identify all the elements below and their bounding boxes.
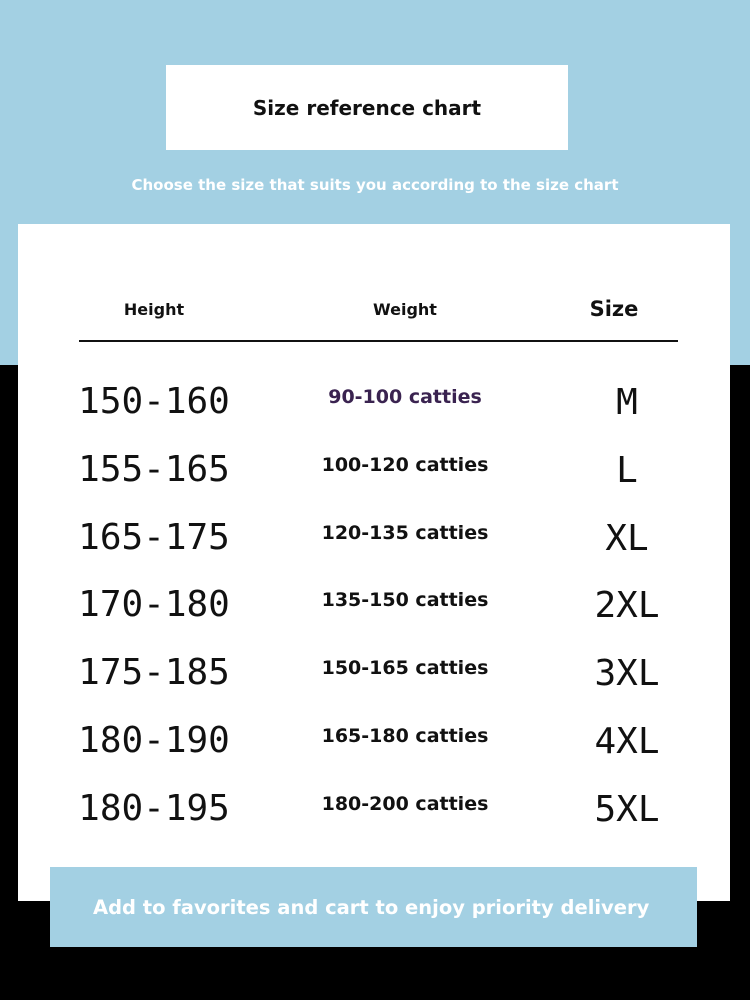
size-table-card bbox=[18, 224, 730, 901]
title-banner bbox=[166, 65, 568, 150]
page-title: Size reference chart bbox=[252, 95, 482, 120]
table-row bbox=[18, 508, 730, 568]
height-cell: 170-180 bbox=[78, 584, 230, 625]
size-cell: 3XL bbox=[594, 653, 660, 694]
table-row bbox=[18, 440, 730, 500]
height-cell: 155-165 bbox=[78, 449, 230, 490]
weight-cell: 150-165 catties bbox=[321, 657, 489, 679]
height-cell: 165-175 bbox=[78, 517, 230, 558]
table-row bbox=[18, 711, 730, 771]
weight-cell: 90-100 catties bbox=[328, 386, 482, 408]
size-cell: 5XL bbox=[594, 789, 660, 830]
height-cell: 180-190 bbox=[78, 720, 230, 761]
height-cell: 180-195 bbox=[78, 788, 230, 829]
table-row bbox=[18, 372, 730, 432]
table-row bbox=[18, 643, 730, 703]
footer-text: Add to favorites and cart to enjoy priority delivery bbox=[93, 895, 650, 919]
header-height: Height bbox=[123, 300, 185, 319]
subtitle: Choose the size that suits you according to the size chart bbox=[131, 176, 619, 194]
size-cell: 4XL bbox=[594, 721, 660, 762]
table-header bbox=[18, 224, 730, 342]
weight-cell: 120-135 catties bbox=[321, 522, 489, 544]
header-size: Size bbox=[589, 297, 639, 321]
table-row bbox=[18, 779, 730, 839]
size-cell: 2XL bbox=[594, 585, 660, 626]
header-divider bbox=[79, 340, 678, 342]
height-cell: 150-160 bbox=[78, 381, 230, 422]
weight-cell: 135-150 catties bbox=[321, 589, 489, 611]
height-cell: 175-185 bbox=[78, 652, 230, 693]
header-weight: Weight bbox=[373, 300, 437, 319]
table-row bbox=[18, 575, 730, 635]
weight-cell: 100-120 catties bbox=[321, 454, 489, 476]
weight-cell: 180-200 catties bbox=[321, 793, 489, 815]
size-cell: L bbox=[616, 450, 638, 491]
weight-cell: 165-180 catties bbox=[321, 725, 489, 747]
size-cell: M bbox=[616, 382, 638, 423]
footer-banner bbox=[50, 867, 697, 947]
size-cell: XL bbox=[605, 518, 649, 559]
